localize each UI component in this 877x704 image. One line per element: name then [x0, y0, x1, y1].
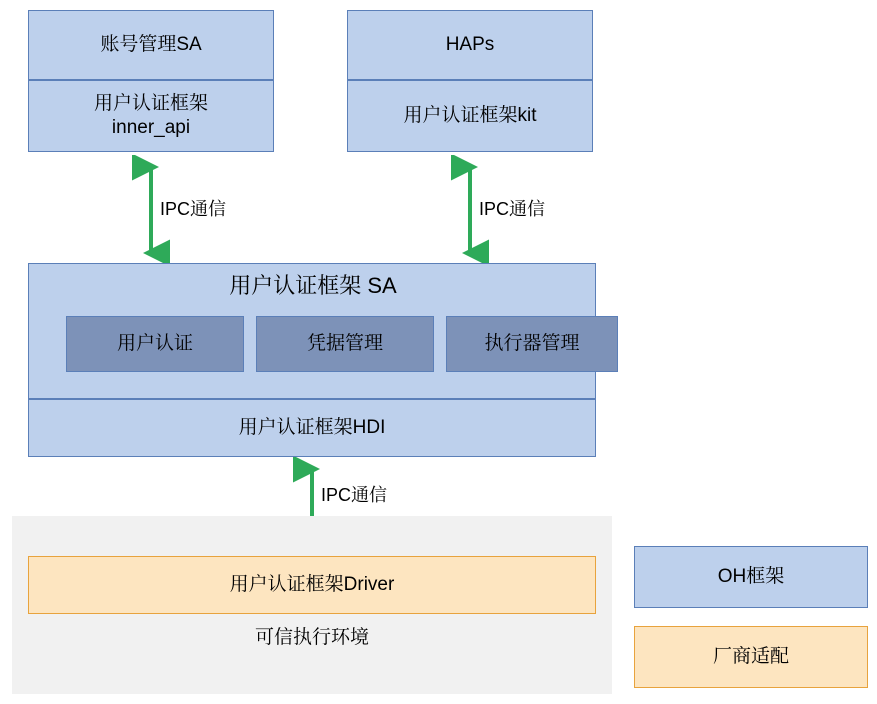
user-auth-kit-box — [347, 80, 593, 152]
account-management-sa-box — [28, 10, 274, 80]
user-auth-hdi-label: 用户认证框架HDI — [238, 417, 386, 439]
user-auth-hdi-box — [28, 399, 596, 457]
ipc-label-bottom: IPC通信 — [321, 485, 388, 505]
legend-vendor-adaptation — [634, 626, 868, 688]
haps-label: HAPs — [445, 34, 495, 56]
haps-box — [347, 10, 593, 80]
user-auth-sa-title: 用户认证框架 SA — [229, 273, 397, 298]
legend-oh-framework — [634, 546, 868, 608]
module-user-auth — [66, 316, 244, 372]
module-user-auth-label: 用户认证 — [116, 333, 193, 355]
legend-vendor-adaptation-label: 厂商适配 — [712, 646, 789, 668]
module-executor-management — [446, 316, 618, 372]
module-credential-management-label: 凭据管理 — [306, 333, 383, 355]
user-auth-driver-box — [28, 556, 596, 614]
module-executor-management-label: 执行器管理 — [484, 333, 580, 355]
user-auth-inner-api-label-line1: 用户认证框架 — [93, 93, 208, 115]
ipc-label-left: IPC通信 — [160, 199, 227, 219]
ipc-label-right: IPC通信 — [479, 199, 546, 219]
user-auth-inner-api-label-line2: inner_api — [111, 117, 191, 138]
module-credential-management — [256, 316, 434, 372]
account-management-sa-label: 账号管理SA — [100, 34, 202, 56]
trusted-execution-environment-container — [12, 516, 612, 694]
trusted-execution-environment-label: 可信执行环境 — [254, 627, 369, 648]
user-auth-inner-api-box — [28, 80, 274, 152]
user-auth-kit-label: 用户认证框架kit — [403, 105, 537, 127]
legend-oh-framework-label: OH框架 — [717, 566, 785, 588]
user-auth-driver-label: 用户认证框架Driver — [229, 574, 395, 596]
user-auth-sa-block — [28, 263, 596, 399]
